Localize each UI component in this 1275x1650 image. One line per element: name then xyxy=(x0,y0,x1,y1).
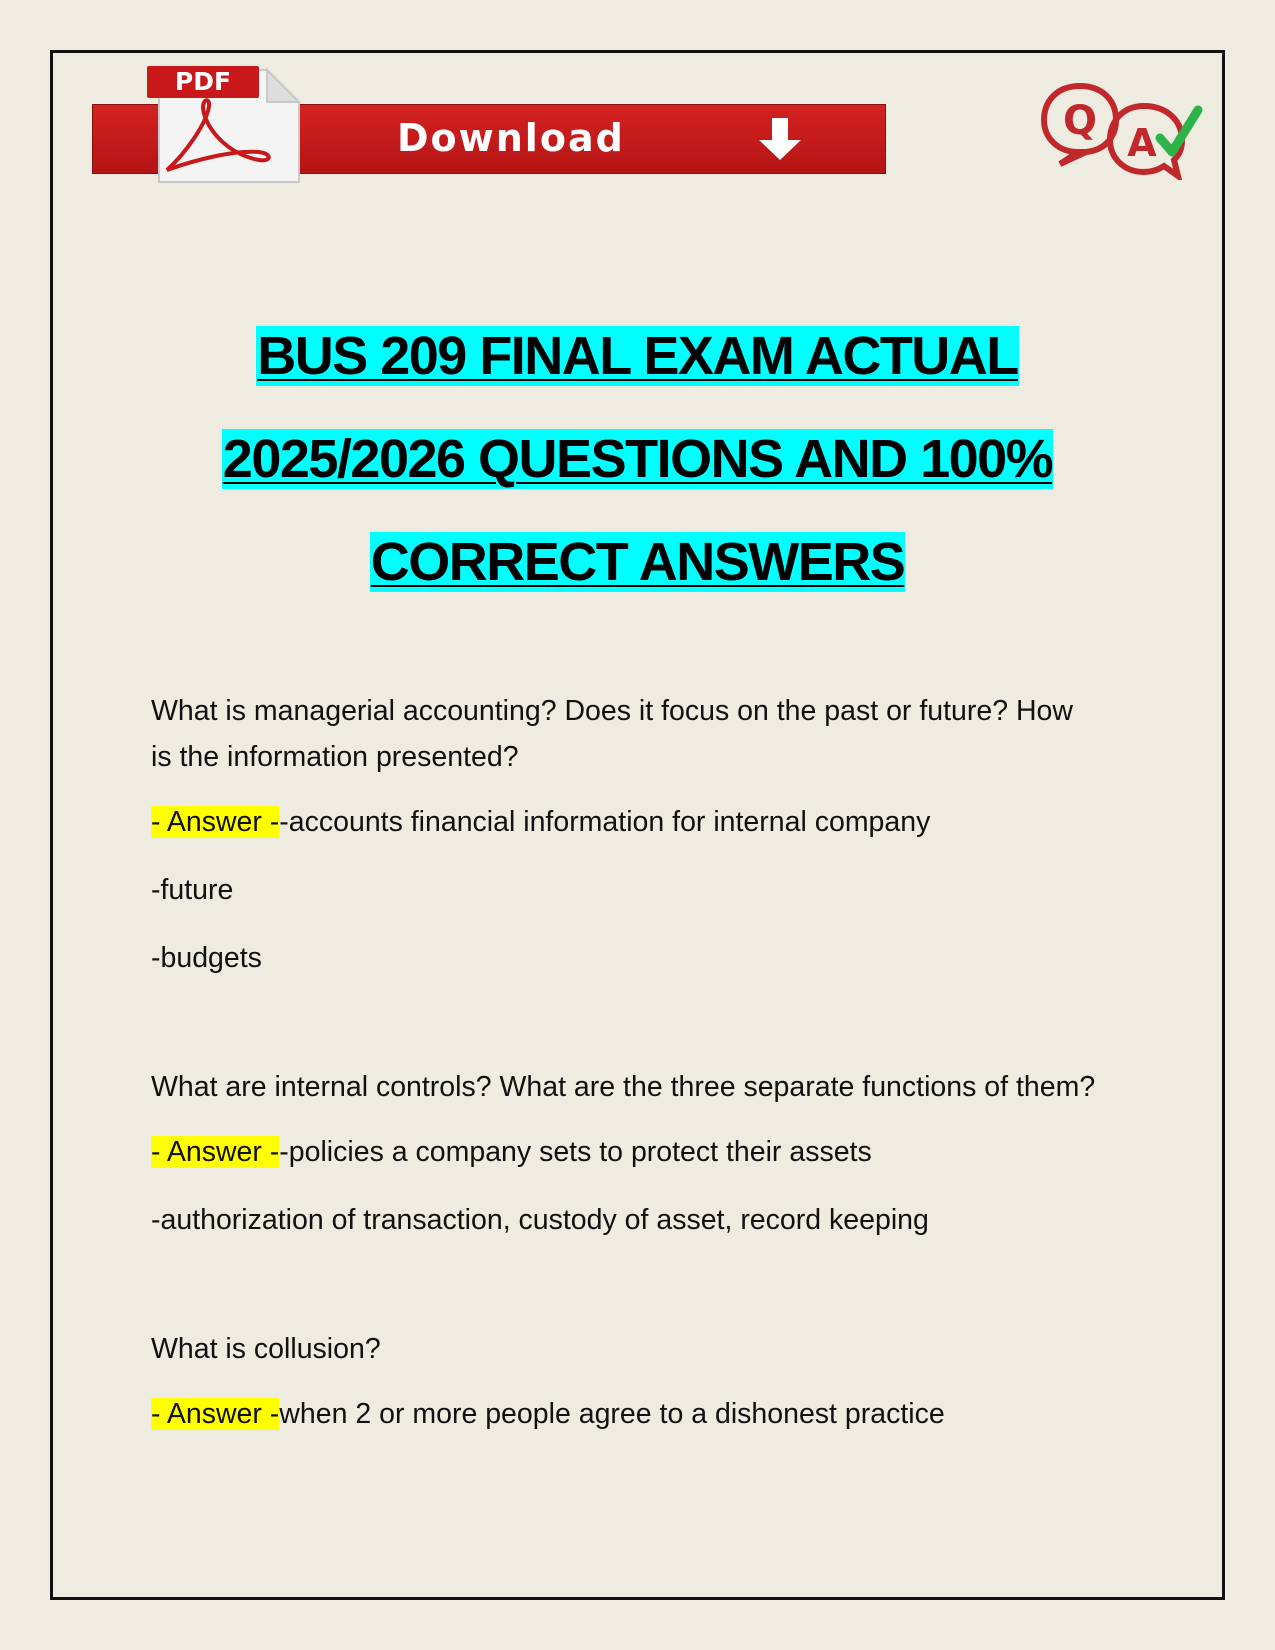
qa-item xyxy=(151,688,1101,978)
answer-detail: -future xyxy=(151,874,234,906)
answer-line xyxy=(151,802,1101,842)
qa-item xyxy=(151,1064,1101,1240)
question-text: What are internal controls? What are the three separate functions of them? xyxy=(151,1071,1096,1103)
answer-text: -policies a company sets to protect their assets xyxy=(279,1136,872,1168)
qa-check-logo xyxy=(1040,80,1210,180)
document-title xyxy=(60,305,1215,614)
answer-label: - Answer - xyxy=(151,806,280,838)
answer-detail: -authorization of transaction, custody of asset, record keeping xyxy=(151,1204,929,1236)
answer-detail: -budgets xyxy=(151,942,262,974)
logo-q-letter: Q xyxy=(1062,98,1098,144)
title-line-3: CORRECT ANSWERS xyxy=(370,532,905,592)
answer-label: - Answer - xyxy=(151,1398,280,1430)
answer-text: -accounts financial information for internal company xyxy=(279,806,931,838)
answer-line xyxy=(151,1132,1101,1172)
answer-label: - Answer - xyxy=(151,1136,280,1168)
pdf-download-banner[interactable] xyxy=(92,62,892,184)
pdf-document-icon xyxy=(147,62,317,184)
download-label[interactable]: Download xyxy=(397,116,625,160)
logo-a-letter: A xyxy=(1127,121,1157,165)
answer-line xyxy=(151,1394,1101,1434)
title-line-2: 2025/2026 QUESTIONS AND 100% xyxy=(222,429,1053,489)
answer-text: when 2 or more people agree to a dishonest practice xyxy=(279,1398,945,1430)
title-line-1: BUS 209 FINAL EXAM ACTUAL xyxy=(257,326,1018,386)
question-text: What is managerial accounting? Does it focus on the past or future? How is the information presented? xyxy=(151,695,1073,773)
download-arrow-icon[interactable] xyxy=(757,116,803,162)
pdf-tab-label: PDF xyxy=(147,66,259,98)
qa-list xyxy=(151,688,1101,1492)
question-text: What is collusion? xyxy=(151,1333,381,1365)
qa-item xyxy=(151,1326,1101,1434)
